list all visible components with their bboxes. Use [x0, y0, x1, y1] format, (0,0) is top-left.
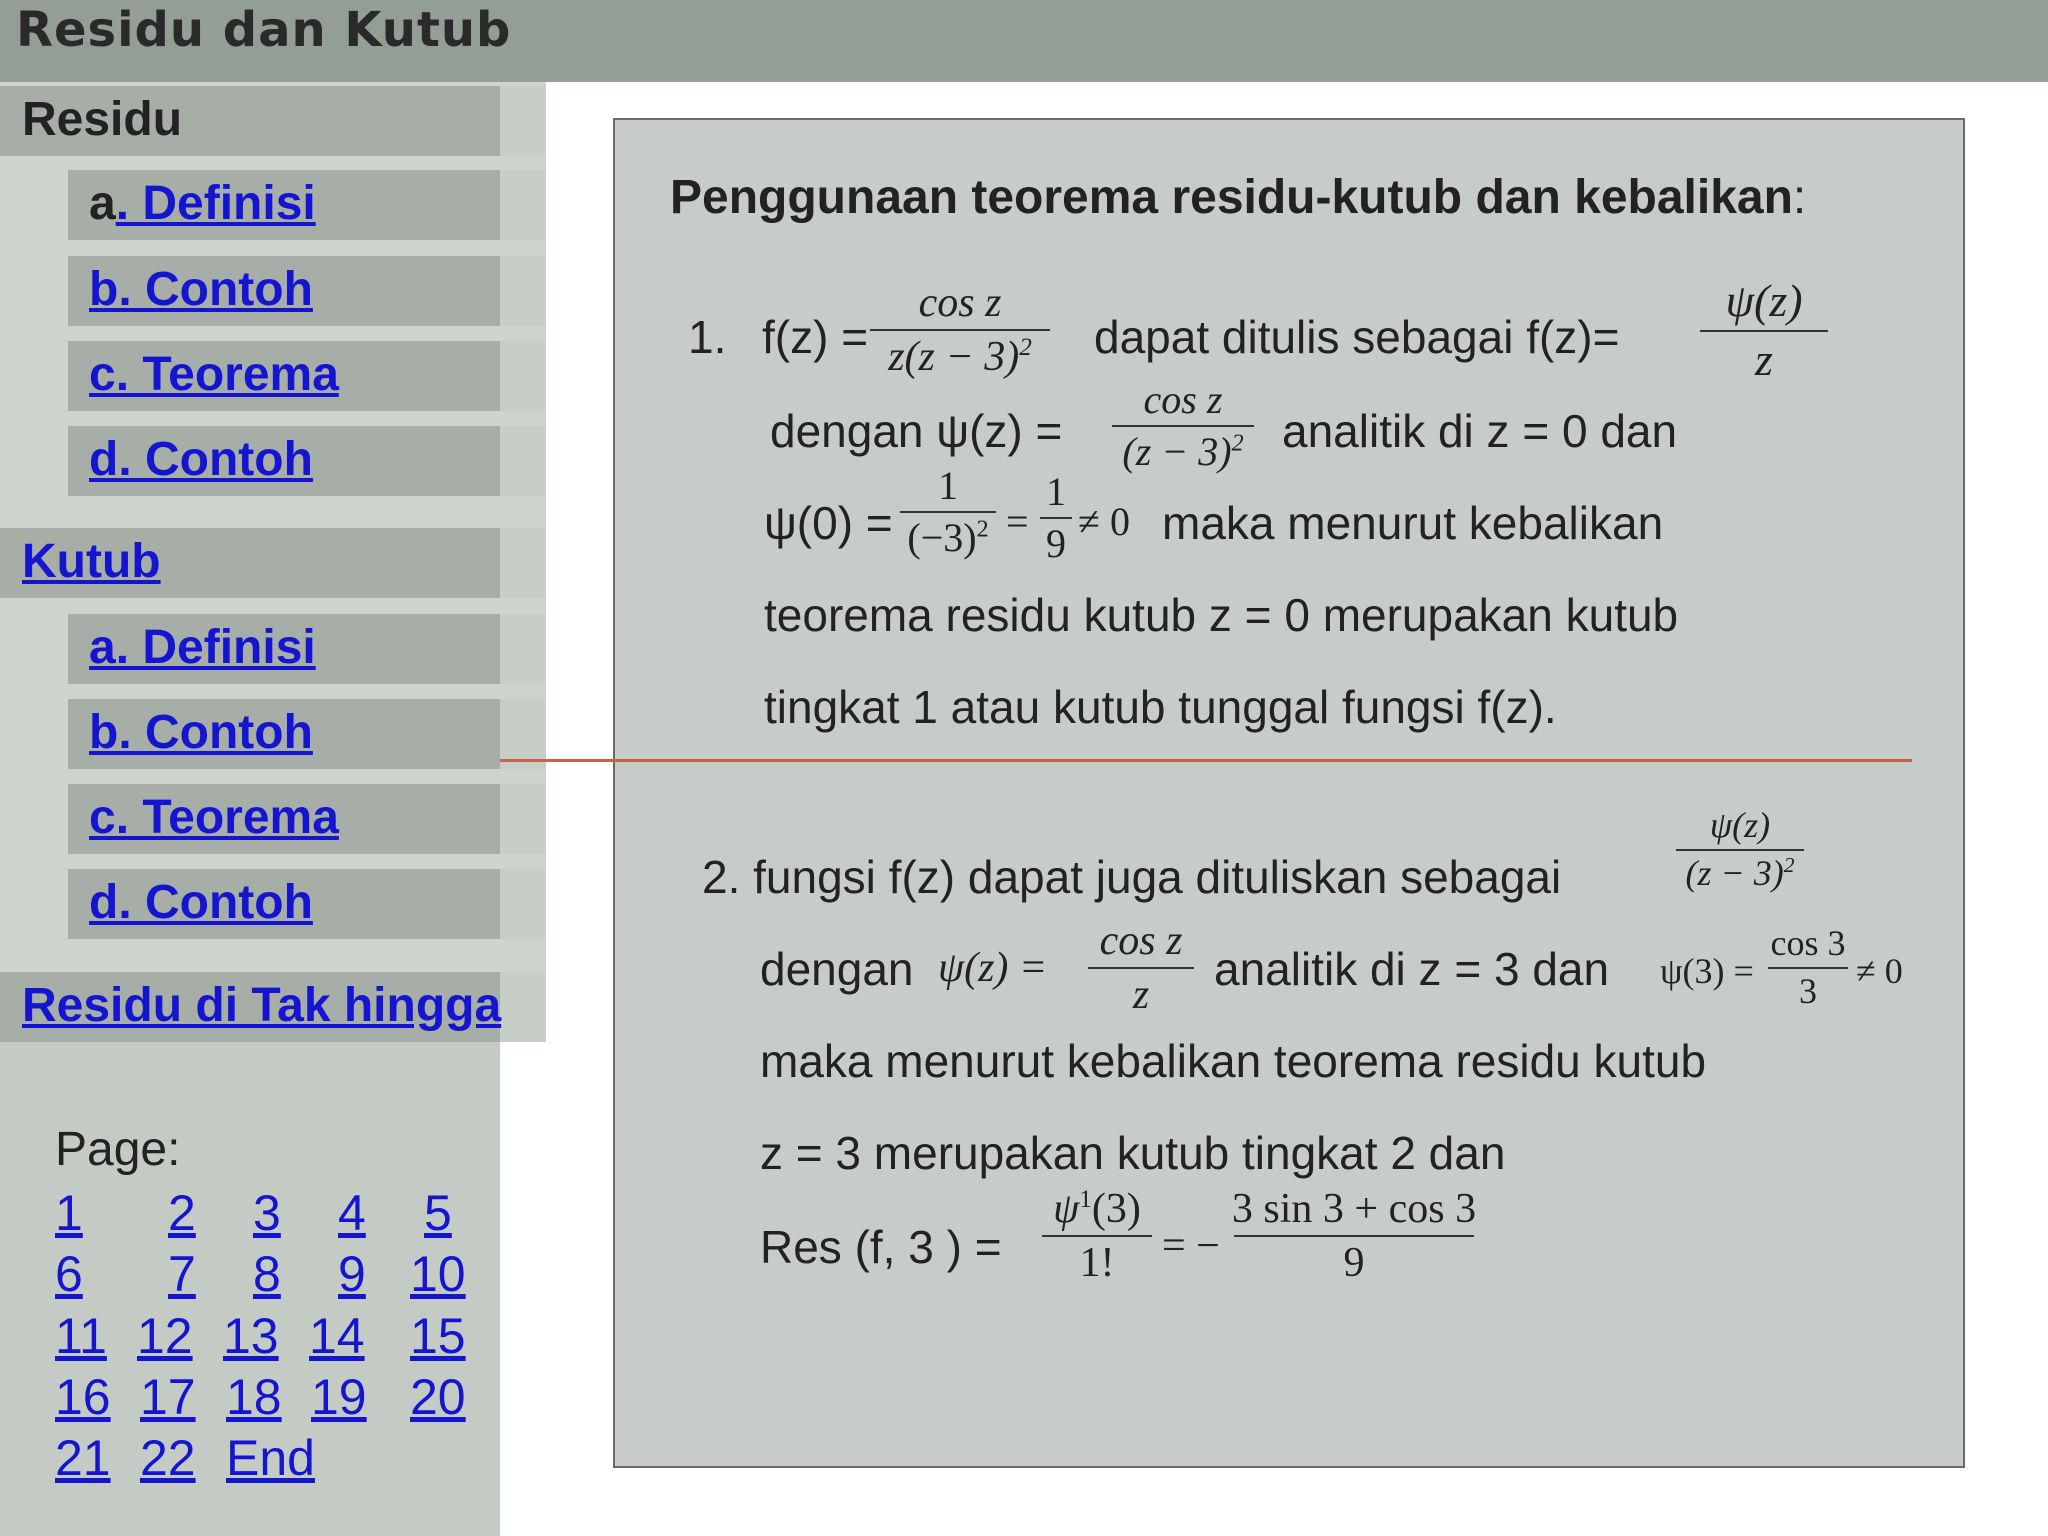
section-title-residu: Residu — [22, 93, 183, 146]
page-link-4[interactable]: 4 — [338, 1185, 366, 1241]
sidebar-item-kutub-teorema[interactable] — [68, 784, 500, 854]
sidebar-item-kutub-contoh-2[interactable] — [68, 869, 500, 939]
page-link-15[interactable]: 15 — [410, 1308, 466, 1364]
sidebar-item-label[interactable]: b. Contoh — [89, 263, 313, 316]
page-label: Page: — [55, 1123, 181, 1176]
item2-text-a: analitik di z = 3 dan — [1214, 943, 1610, 995]
page-link-1[interactable]: 1 — [55, 1185, 83, 1241]
item1-text-a: dapat ditulis sebagai f(z)= — [1094, 311, 1620, 363]
item1-fz-label: f(z) = — [762, 311, 869, 363]
sidebar-item-label[interactable]: d. Contoh — [89, 876, 313, 929]
formula-neq-zero-2: ≠ 0 — [1856, 951, 1903, 991]
formula-h-fraction: ψ(z) $(z - 3)^2$ — [1676, 806, 1804, 893]
page-link-17[interactable]: 17 — [140, 1369, 196, 1425]
page-link-6[interactable]: 6 — [55, 1246, 83, 1302]
page-link-11[interactable]: 11 — [55, 1308, 107, 1364]
page-link-5[interactable]: 5 — [424, 1185, 452, 1241]
formula-sin-fraction: 3 sin 3 + cos 3 9 — [1231, 1186, 1477, 1287]
item1-text-b: analitik di z = 0 dan — [1282, 405, 1678, 457]
formula-psi0-fraction: 1 $(-3)^2$ — [900, 464, 996, 560]
sidebar-item-label[interactable]: b. Contoh — [89, 706, 313, 759]
page-link-8[interactable]: 8 — [253, 1246, 281, 1302]
page-link-19[interactable]: 19 — [311, 1369, 367, 1425]
sidebar-item-label[interactable]: a. Definisi — [89, 621, 316, 674]
page-link-10[interactable]: 10 — [410, 1246, 466, 1302]
formula-g-fraction: ψ(z) z — [1700, 276, 1828, 385]
sidebar-item-residu-definisi[interactable] — [68, 170, 500, 240]
item-prefix: a — [89, 177, 116, 230]
page-link-16[interactable]: 16 — [55, 1369, 111, 1425]
page-link-12[interactable]: 12 — [137, 1308, 193, 1364]
page-link-14[interactable]: 14 — [309, 1308, 365, 1364]
formula-neq-zero: ≠ 0 — [1078, 499, 1130, 544]
page-link-2[interactable]: 2 — [168, 1185, 196, 1241]
slide-title: Residu dan Kutub — [16, 2, 512, 58]
item2-line3: maka menurut kebalikan teorema residu kutub — [760, 1035, 1707, 1087]
sidebar-item-label[interactable]: c. Teorema — [89, 791, 339, 844]
formula-equals: = — [1006, 499, 1029, 544]
page-link-3[interactable]: 3 — [253, 1185, 281, 1241]
sidebar-item-kutub-contoh[interactable] — [68, 699, 500, 769]
sidebar-section-kutub[interactable] — [0, 528, 500, 598]
page-link-end[interactable]: End — [226, 1430, 315, 1486]
sidebar-item-kutub-definisi[interactable] — [68, 614, 500, 684]
formula-f-fraction: cos z $z(z - 3)^2$ — [870, 280, 1050, 380]
sidebar-item-residu-contoh[interactable] — [68, 256, 500, 326]
formula-equals-neg: = − — [1162, 1223, 1220, 1269]
formula-res-fraction: $\psi^1(3)$ 1! — [1042, 1186, 1152, 1286]
page-link-13[interactable]: 13 — [223, 1308, 279, 1364]
page-link-9[interactable]: 9 — [338, 1246, 366, 1302]
section-link-tak-hingga[interactable]: Residu di Tak hingga — [22, 979, 502, 1032]
sidebar-section-residu — [0, 86, 500, 156]
sidebar-item-residu-contoh-2[interactable] — [68, 426, 500, 496]
sidebar-section-tak-hingga[interactable] — [0, 972, 500, 1042]
sidebar-item-residu-teorema[interactable] — [68, 341, 500, 411]
item1-line4: teorema residu kutub z = 0 merupakan kutub — [764, 589, 1679, 641]
item1-number: 1. — [688, 311, 727, 363]
title-bar — [0, 0, 2048, 82]
item2-res-label: Res (f, 3 ) = — [760, 1221, 1002, 1273]
formula-cosz-fraction: cos z z — [1088, 918, 1194, 1018]
formula-cos3-fraction: cos 3 3 — [1768, 924, 1848, 1011]
formula-psi-expr: ψ(z) = — [938, 945, 1048, 991]
sidebar-item-label[interactable]: c. Teorema — [89, 348, 339, 401]
page-link-7[interactable]: 7 — [168, 1246, 196, 1302]
page-link-22[interactable]: 22 — [140, 1430, 196, 1486]
item1-psi0-label: ψ(0) = — [764, 497, 893, 549]
content-heading: Penggunaan teorema residu-kutub dan kebalikan: — [670, 171, 1807, 224]
item2-dengan: dengan — [760, 943, 914, 995]
item2-line1: 2. fungsi f(z) dapat juga dituliskan sebagai — [702, 851, 1562, 903]
item1-text-c: maka menurut kebalikan — [1162, 497, 1664, 549]
page-link-20[interactable]: 20 — [410, 1369, 466, 1425]
item1-dengan-label: dengan ψ(z) = — [770, 405, 1063, 457]
separator-line — [500, 759, 1912, 762]
sidebar-item-label[interactable]: . Definisi — [115, 177, 316, 230]
item2-line4: z = 3 merupakan kutub tingkat 2 dan — [760, 1127, 1506, 1179]
formula-psi3-expr: ψ(3) = — [1660, 951, 1754, 991]
formula-psi-fraction: cos z $(z - 3)^2$ — [1112, 378, 1254, 474]
formula-ninth-fraction: 1 9 — [1040, 470, 1072, 566]
section-link-kutub[interactable]: Kutub — [22, 535, 161, 588]
item1-line5: tingkat 1 atau kutub tunggal fungsi f(z). — [764, 681, 1557, 733]
page-link-18[interactable]: 18 — [226, 1369, 282, 1425]
page-link-21[interactable]: 21 — [55, 1430, 111, 1486]
sidebar-item-label[interactable]: d. Contoh — [89, 433, 313, 486]
